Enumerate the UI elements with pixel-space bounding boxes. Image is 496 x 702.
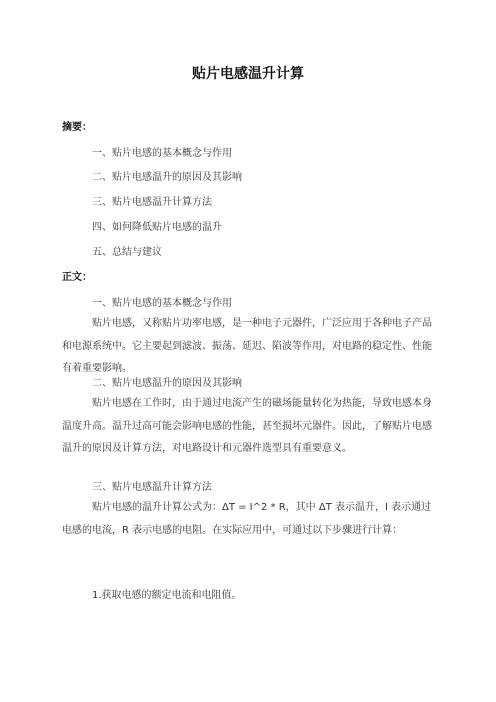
section-heading: 一、贴片电感的基本概念与作用 <box>92 298 232 309</box>
abstract-item: 五、总结与建议 <box>92 247 162 258</box>
section-paragraph <box>62 313 434 381</box>
calculation-step: 1.获取电感的额定电流和电阻值。 <box>92 590 242 601</box>
abstract-item: 二、贴片电感温升的原因及其影响 <box>92 172 242 183</box>
abstract-item: 四、如何降低贴片电感的温升 <box>92 222 222 233</box>
section-paragraph-text: 贴片电感，又称贴片功率电感，是一种电子元器件，广泛应用于各种电子产品和电源系统中。它主要起到滤波、振荡、延迟、陷波等作用，对电路的稳定性、性能有着重要影响。 <box>62 318 432 374</box>
section-paragraph-text: 贴片电感在工作时，由于通过电流产生的磁场能量转化为热能，导致电感本身温度升高。温升过高可能会影响电感的性能，甚至损坏元器件。因此，了解贴片电感温升的原因及计算方法，对电路设计和元器件选型具有重要意义。 <box>62 398 432 454</box>
section-heading: 二、贴片电感温升的原因及其影响 <box>92 378 242 389</box>
section-paragraph-text: 贴片电感的温升计算公式为：ΔT = I^2 * R，其中 ΔT 表示温升，I 表示通过电感的电流，R 表示电感的电阻。在实际应用中，可通过以下步骤进行计算： <box>62 502 432 536</box>
abstract-item: 三、贴片电感温升计算方法 <box>92 197 212 208</box>
section-paragraph <box>62 393 434 461</box>
section-paragraph <box>62 497 434 542</box>
body-label: 正文： <box>62 272 92 283</box>
section-heading: 三、贴片电感温升计算方法 <box>92 482 212 493</box>
abstract-item: 一、贴片电感的基本概念与作用 <box>92 148 232 159</box>
document-title: 贴片电感温升计算 <box>192 66 304 82</box>
abstract-label: 摘要： <box>62 122 92 133</box>
